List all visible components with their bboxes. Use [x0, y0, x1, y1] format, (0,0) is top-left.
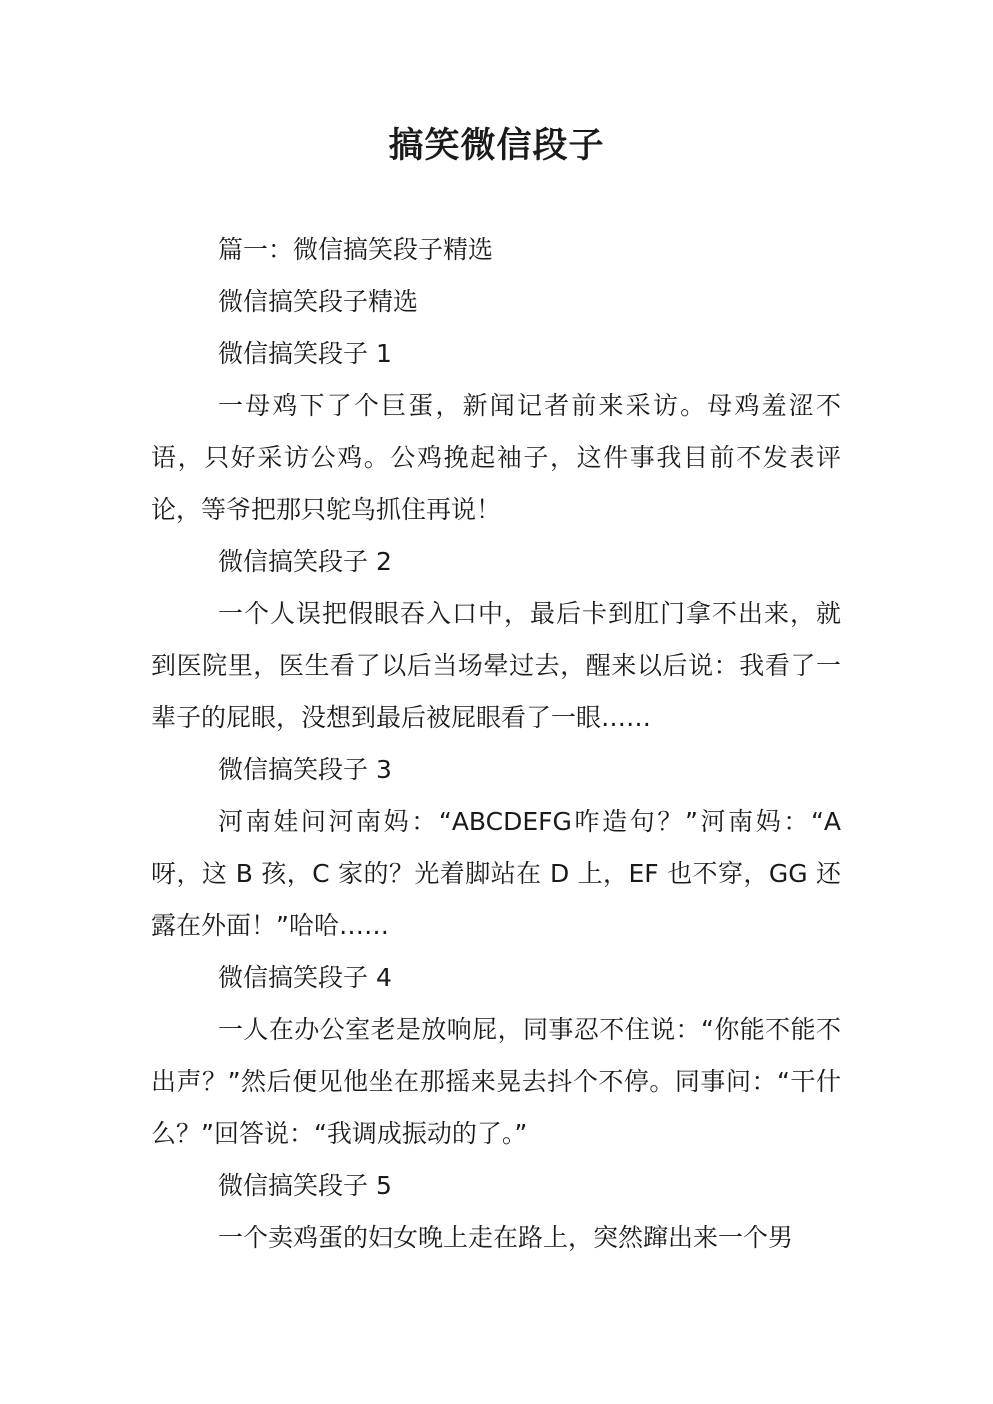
- joke-paragraph: 一个卖鸡蛋的妇女晚上走在路上，突然蹿出来一个男: [218, 1223, 794, 1252]
- document-title: 搞笑微信段子: [388, 126, 605, 166]
- joke-paragraph: 河南娃问河南妈：“ABCDEFG咋造句？”河南妈：“A 呀，这 B 孩，C 家的？光着脚站在 D 上，EF 也不穿，GG 还露在外面！”哈哈……: [151, 807, 841, 940]
- document-body: [151, 224, 841, 1264]
- joke-paragraph: 一人在办公室老是放响屁，同事忍不住说：“你能不能不出声？”然后便见他坐在那摇来晃去抖个不停。同事问：“干什么？”回答说：“我调成振动的了。”: [151, 1015, 841, 1148]
- joke-heading: 微信搞笑段子 2: [218, 547, 392, 576]
- section-heading: 篇一：微信搞笑段子精选: [218, 235, 494, 264]
- subheading: 微信搞笑段子精选: [218, 287, 419, 316]
- joke-heading: 微信搞笑段子 3: [218, 755, 392, 784]
- joke-paragraph: 一个人误把假眼吞入口中，最后卡到肛门拿不出来，就到医院里，医生看了以后当场晕过去，醒来以后说：我看了一辈子的屁眼，没想到最后被屁眼看了一眼……: [151, 599, 841, 732]
- joke-paragraph: 一母鸡下了个巨蛋，新闻记者前来采访。母鸡羞涩不语，只好采访公鸡。公鸡挽起袖子，这件事我目前不发表评论，等爷把那只鸵鸟抓住再说！: [151, 391, 841, 524]
- joke-heading: 微信搞笑段子 1: [218, 339, 392, 368]
- joke-heading: 微信搞笑段子 5: [218, 1171, 392, 1200]
- joke-heading: 微信搞笑段子 4: [218, 963, 392, 992]
